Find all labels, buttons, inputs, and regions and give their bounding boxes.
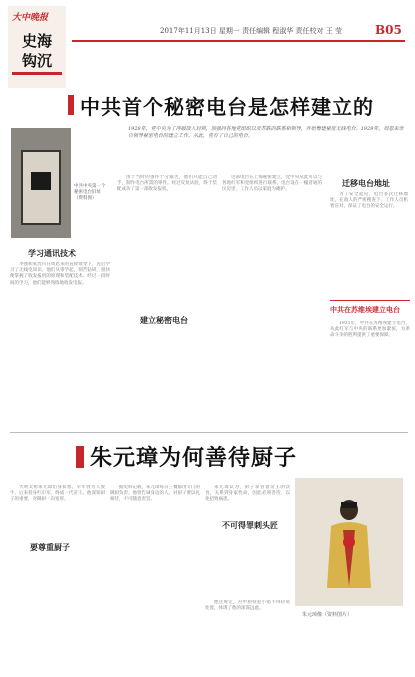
page-meta: 2017年11月13日 星期一 责任编辑 程淑华 责任校对 王 莹 [160, 27, 342, 35]
article1-headline: 中共首个秘密电台是怎样建立的 [80, 95, 374, 119]
header-rule [72, 40, 405, 42]
headline-marker [68, 95, 74, 115]
sidebar-text-block [330, 321, 410, 421]
article2-col3-text: 朱元璋认为，厨子掌管着帝王的饮食，关系到身家性命，因此必须善待，以免招致祸患。 [205, 485, 290, 503]
article2-col4-text: 他还规定，宫中厨役犯小错不得轻易处置，体现了他的深谋远虑。 [205, 600, 290, 612]
headline2-marker [76, 446, 84, 468]
radio-station-photo [11, 128, 71, 238]
sidebar-rule [330, 300, 410, 301]
sidebar-title: 中共在苏维埃建立电台 [330, 305, 400, 314]
article1-col2-text: 由于当时的条件十分艰苦，他们只能自己动手，制作电台所需的零件。经过反复试验，终于装配成功了第一部收发报机。 [117, 175, 217, 193]
article2-column4 [205, 600, 290, 670]
article1-col1-text: 李强和张沈川在周恩来的直接领导下，先后学习了无线电知识。他们从零学起，刻苦钻研，很快便掌握了收发报机的原理和装配技术。经过一段时间的学习，他们能够熟练地收发电报。 [10, 262, 110, 286]
sidebar-text: 1931年，中共在苏维埃建立电台，从此红军与中央的联系更加紧密，为革命斗争的胜利提供了重要保障。 [330, 321, 410, 339]
page-number: B05 [375, 23, 402, 37]
article2-headline: 朱元璋为何善待厨子 [90, 446, 298, 471]
emperor-figure-icon [323, 496, 375, 592]
logo-divider [12, 72, 62, 75]
subheading-move: 迁移电台地址 [342, 178, 390, 188]
subheading-offend: 不可得罪刺头匠 [222, 520, 278, 530]
article1-column1 [10, 262, 110, 422]
article2-column2 [110, 485, 200, 670]
article2-column1 [10, 485, 105, 670]
plaque-image [31, 172, 51, 190]
emperor-portrait [295, 478, 403, 606]
masthead: 大中晚报 [12, 13, 49, 23]
article1-lead: 1928年，党中央为了冲破敌人封锁，加强同各地党组织以及苏联的联系和领导，开始筹建秘密无线电台。1929年，周恩来亲自领导秘密电台的建立工作。从此，党有了自己的电台。 [128, 126, 404, 139]
column-logo [8, 6, 66, 88]
column-name-line2: 钩沉 [22, 52, 53, 70]
subheading-build: 建立秘密电台 [140, 315, 188, 325]
article1-column4 [330, 192, 408, 297]
column-name-line1: 史海 [22, 32, 53, 50]
article2-col2-text: 据史料记载，朱元璋每日三餐都由专门的御厨负责。他曾告诫身边的人，对厨子要以礼相待，不可随意责罚。 [110, 485, 200, 503]
article2-col1-text: 大明太祖朱元璋出身贫寒，早年曾为人放牛，后来投身红巾军，终成一代帝王。他深知厨子的重要，对御厨一向宽厚。 [10, 485, 105, 503]
article1-col4-text: 为了安全起见，电台多次迁移地址。在敌人的严密搜查下，工作人员机智应对，保证了电台的安全运行。 [330, 192, 408, 210]
article1-column2 [117, 175, 217, 425]
photo1-caption: 中共中央第一个秘密电台旧址（资料图） [74, 184, 106, 201]
subheading-respect: 要尊重厨子 [30, 542, 70, 552]
article1-col3-text: 这部电台在上海秘密建立，党中央从此可以与各地红军和党组织进行联系。电台设在一幢普通的民房里，工作人员以家庭为掩护。 [222, 175, 322, 193]
section-divider [10, 432, 408, 433]
sidebar-box [330, 300, 410, 421]
subheading-study: 学习通讯技术 [28, 248, 76, 258]
article1-column3 [222, 175, 322, 425]
photo2-caption: 朱元璋像（资料图片） [302, 612, 353, 618]
